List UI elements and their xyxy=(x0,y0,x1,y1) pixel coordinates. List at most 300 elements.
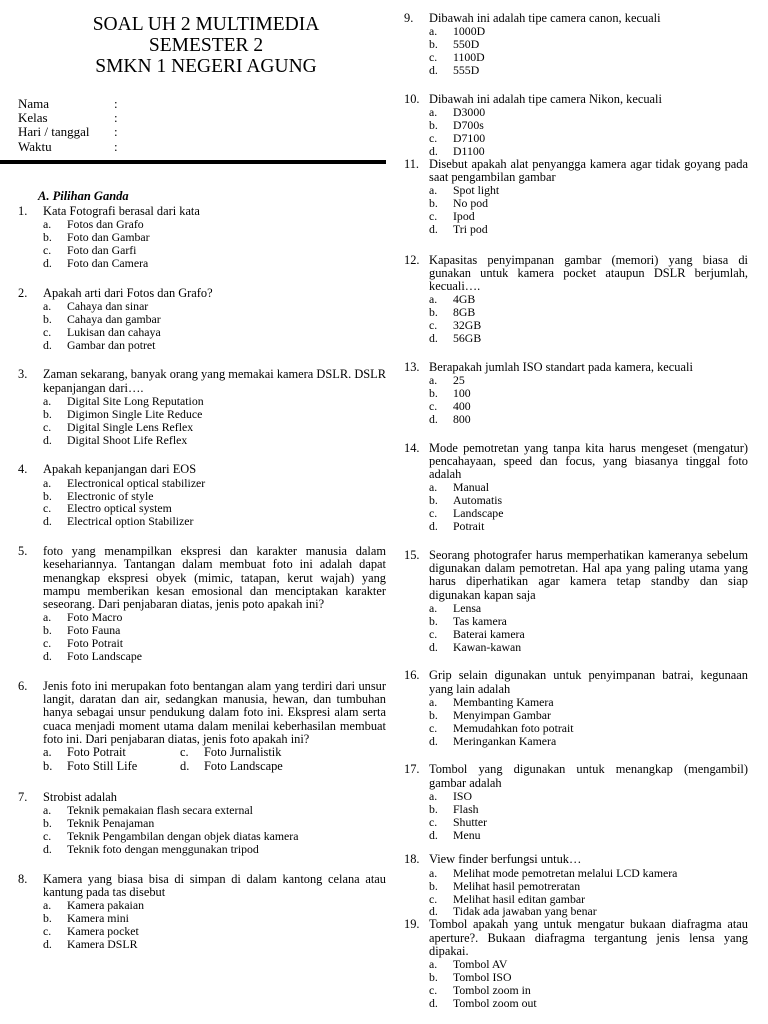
option-letter: c. xyxy=(429,318,438,333)
answer-option[interactable] xyxy=(429,400,748,413)
question-item xyxy=(18,287,386,352)
option-letter: b. xyxy=(43,911,52,926)
section-title: A. Pilihan Ganda xyxy=(38,188,129,203)
answer-option[interactable] xyxy=(43,395,386,408)
field-separator: : xyxy=(114,124,118,140)
option-letter: d. xyxy=(429,62,438,77)
option-letter: b. xyxy=(429,195,438,210)
question-item xyxy=(404,361,748,426)
answer-option[interactable] xyxy=(429,628,748,641)
option-text: Teknik Penajaman xyxy=(67,816,155,831)
answer-option[interactable] xyxy=(43,218,386,231)
question-item xyxy=(18,791,386,856)
option-letter: a. xyxy=(43,393,52,408)
option-letter: a. xyxy=(43,610,52,625)
option-letter: a. xyxy=(43,298,52,313)
right-column xyxy=(404,12,748,1010)
option-letter: a. xyxy=(429,956,438,971)
option-letter: c. xyxy=(43,636,52,651)
option-text: Memudahkan foto potrait xyxy=(453,720,574,735)
option-letter: a. xyxy=(429,694,438,709)
option-text: Potrait xyxy=(453,519,485,534)
option-text: Foto Fauna xyxy=(67,623,121,638)
left-question-list xyxy=(18,205,386,951)
option-text: Manual xyxy=(453,480,490,495)
answer-option[interactable] xyxy=(43,434,386,447)
question-item xyxy=(18,873,386,951)
answer-option[interactable] xyxy=(43,408,386,421)
answer-option[interactable] xyxy=(429,64,748,77)
option-text: Baterai kamera xyxy=(453,626,525,641)
option-letter: b. xyxy=(429,801,438,816)
option-text: Tombol ISO xyxy=(453,969,512,984)
option-text: Electrical option Stabilizer xyxy=(67,514,194,529)
option-letter: b. xyxy=(429,493,438,508)
option-letter: d. xyxy=(429,519,438,534)
answer-option[interactable] xyxy=(429,735,748,748)
option-letter: a. xyxy=(429,600,438,615)
option-list xyxy=(43,611,386,663)
option-text: 100 xyxy=(453,386,471,401)
question-number: 2. xyxy=(18,285,28,300)
option-text: 1100D xyxy=(453,50,485,65)
option-text: Digital Single Lens Reflex xyxy=(67,419,194,434)
option-text: 4GB xyxy=(453,292,476,307)
option-text: Foto Potrait xyxy=(67,636,124,651)
question-number: 12. xyxy=(404,252,420,267)
option-text: Cahaya dan sinar xyxy=(67,298,149,313)
option-letter: a. xyxy=(429,292,438,307)
option-text: Menu xyxy=(453,827,481,842)
option-text: D1100 xyxy=(453,143,485,158)
option-letter: a. xyxy=(429,105,438,120)
option-letter: b. xyxy=(43,623,52,638)
right-question-list xyxy=(404,12,748,1010)
identity-field xyxy=(18,97,386,111)
option-text: Digimon Single Lite Reduce xyxy=(67,406,203,421)
option-letter: a. xyxy=(429,24,438,39)
field-label: Nama xyxy=(18,96,50,111)
option-text: 32GB xyxy=(453,318,482,333)
option-text: Foto dan Gambar xyxy=(67,229,150,244)
option-text: Shutter xyxy=(453,814,488,829)
option-text: Electronical optical stabilizer xyxy=(67,475,206,490)
answer-option[interactable] xyxy=(43,313,386,326)
option-text: Membanting Kamera xyxy=(453,694,554,709)
option-letter: a. xyxy=(429,480,438,495)
question-text: Kamera yang biasa bisa di simpan di dalam kantong celana atau kantung pada tas disebut xyxy=(43,871,386,899)
question-number: 8. xyxy=(18,871,28,886)
question-text: Strobist adalah xyxy=(43,789,117,804)
answer-option[interactable] xyxy=(429,520,748,533)
option-letter: b. xyxy=(429,878,438,893)
answer-option[interactable] xyxy=(429,641,748,654)
field-label: Kelas xyxy=(18,110,48,126)
answer-option[interactable] xyxy=(429,816,748,829)
question-number: 15. xyxy=(404,547,420,562)
answer-option[interactable] xyxy=(429,145,748,158)
option-text: Lukisan dan cahaya xyxy=(67,324,161,339)
answer-option[interactable] xyxy=(43,339,386,352)
option-text: Flash xyxy=(453,801,479,816)
question-item xyxy=(404,763,748,841)
option-letter: d. xyxy=(43,841,52,856)
question-text: Dibawah ini adalah tipe camera Nikon, kecuali xyxy=(429,91,662,106)
option-letter: b. xyxy=(43,229,52,244)
question-text: Dibawah ini adalah tipe camera canon, kecuali xyxy=(429,11,661,25)
option-text: D700s xyxy=(453,117,484,132)
option-list xyxy=(43,300,386,352)
option-letter: c. xyxy=(429,626,438,641)
option-grid xyxy=(43,746,386,774)
option-letter: c. xyxy=(429,208,438,223)
option-letter: c. xyxy=(43,828,52,843)
question-text: Mode pemotretan yang tanpa kita harus mengeset (mengatur) pencahayaan, speed dan focus, yang biasanya tinggal foto adalah xyxy=(429,440,748,482)
option-letter: c. xyxy=(43,419,52,434)
option-text: 25 xyxy=(453,373,465,388)
question-item xyxy=(18,205,386,270)
option-text: Foto Landscape xyxy=(204,758,283,773)
answer-option[interactable] xyxy=(43,231,386,244)
option-letter: b. xyxy=(429,613,438,628)
question-item xyxy=(404,549,748,653)
option-text: Digital Site Long Reputation xyxy=(67,393,204,408)
answer-option[interactable] xyxy=(429,119,748,132)
answer-option[interactable] xyxy=(180,760,283,774)
option-letter: c. xyxy=(180,744,189,759)
option-list xyxy=(429,184,748,236)
option-text: Foto Still Life xyxy=(67,758,138,773)
question-number: 13. xyxy=(404,359,420,374)
answer-option[interactable] xyxy=(43,938,386,951)
option-text: Foto Macro xyxy=(67,610,123,625)
option-letter: c. xyxy=(43,923,52,938)
option-text: 1000D xyxy=(453,24,486,39)
option-letter: c. xyxy=(429,398,438,413)
option-letter: b. xyxy=(429,37,438,52)
option-letter: d. xyxy=(429,827,438,842)
question-item xyxy=(18,545,386,663)
question-text: Apakah arti dari Fotos dan Grafo? xyxy=(43,285,213,300)
option-list xyxy=(43,477,386,529)
answer-option[interactable] xyxy=(43,650,386,663)
option-letter: b. xyxy=(43,758,53,773)
answer-option[interactable] xyxy=(429,971,748,984)
option-text: Gambar dan potret xyxy=(67,337,156,352)
option-letter: c. xyxy=(429,50,438,65)
option-text: Tombol AV xyxy=(453,956,508,971)
answer-option[interactable] xyxy=(429,132,748,145)
question-text: Kata Fotografi berasal dari kata xyxy=(43,203,200,218)
question-text: foto yang menampilkan ekspresi dan karakter manusia dalam kesehariannya. Tantangan dalam membuat foto ini adalah dapat menangkap ekspresi obyek (mimic, tatapan, kerut wajah) yang mampu memberikan kesan emosional dan menciptakan karakter seseorang. Dari penjabaran diatas, jenis poto apakah ini? xyxy=(43,544,386,612)
left-column xyxy=(18,14,386,951)
option-letter: c. xyxy=(43,242,52,257)
answer-option[interactable] xyxy=(429,387,748,400)
option-text: Foto Potrait xyxy=(67,744,126,759)
question-text: Berapakah jumlah ISO standart pada kamera, kecuali xyxy=(429,359,693,374)
option-letter: c. xyxy=(429,982,438,997)
answer-option[interactable] xyxy=(429,223,748,236)
question-item xyxy=(404,853,748,918)
question-item xyxy=(18,463,386,528)
option-letter: d. xyxy=(429,995,438,1010)
option-text: Foto Jurnalistik xyxy=(204,744,282,759)
answer-option[interactable] xyxy=(429,803,748,816)
answer-option[interactable] xyxy=(43,515,386,528)
option-letter: b. xyxy=(429,707,438,722)
option-list xyxy=(43,218,386,270)
answer-option[interactable] xyxy=(43,925,386,938)
option-letter: c. xyxy=(429,814,438,829)
answer-option[interactable] xyxy=(43,257,386,270)
option-letter: b. xyxy=(429,969,438,984)
answer-option[interactable] xyxy=(429,867,748,880)
option-letter: d. xyxy=(429,411,438,426)
option-text: Ipod xyxy=(453,208,475,223)
option-letter: d. xyxy=(429,733,438,748)
option-text: Teknik pemakaian flash secara external xyxy=(67,803,253,818)
title-line: SMKN 1 NEGERI AGUNG xyxy=(95,56,317,77)
option-letter: a. xyxy=(429,373,438,388)
option-letter: a. xyxy=(43,898,52,913)
question-number: 14. xyxy=(404,440,420,455)
option-letter: d. xyxy=(43,337,52,352)
option-text: Spot light xyxy=(453,183,500,198)
answer-option[interactable] xyxy=(429,106,748,119)
identity-field xyxy=(18,111,386,125)
option-text: Foto dan Garfi xyxy=(67,242,137,257)
option-letter: c. xyxy=(43,501,52,516)
option-text: Automatis xyxy=(453,493,503,508)
option-letter: d. xyxy=(43,514,52,529)
option-list xyxy=(429,602,748,654)
question-text: Grip selain digunakan untuk penyimpanan batrai, kegunaan yang lain adalah xyxy=(429,668,748,696)
option-text: Foto dan Camera xyxy=(67,255,149,270)
option-letter: d. xyxy=(43,432,52,447)
option-letter: b. xyxy=(43,406,52,421)
option-text: Teknik Pengambilan dengan objek diatas kamera xyxy=(67,828,299,843)
question-item xyxy=(404,254,748,345)
option-letter: d. xyxy=(429,331,438,346)
question-text: Disebut apakah alat penyangga kamera agar tidak goyang pada saat pengambilan gambar xyxy=(429,156,748,184)
answer-option[interactable] xyxy=(429,709,748,722)
option-text: Menyimpan Gambar xyxy=(453,707,551,722)
option-letter: a. xyxy=(43,744,52,759)
option-letter: c. xyxy=(43,324,52,339)
exam-title xyxy=(18,14,386,77)
question-number: 19. xyxy=(404,917,420,932)
question-text: Tombol yang digunakan untuk menangkap (mengambil) gambar adalah xyxy=(429,762,748,790)
question-number: 1. xyxy=(18,203,28,218)
answer-option[interactable] xyxy=(43,830,386,843)
option-text: D3000 xyxy=(453,105,486,120)
answer-option[interactable] xyxy=(429,997,748,1010)
answer-option[interactable] xyxy=(43,300,386,313)
option-text: Cahaya dan gambar xyxy=(67,311,161,326)
option-letter: a. xyxy=(43,803,52,818)
identity-field xyxy=(18,125,386,139)
identity-field xyxy=(18,140,386,154)
option-text: Tas kamera xyxy=(453,613,507,628)
answer-option[interactable] xyxy=(429,958,748,971)
option-text: Kamera pakaian xyxy=(67,898,144,913)
answer-option[interactable] xyxy=(429,602,748,615)
option-text: Melihat mode pemotretan melalui LCD kamera xyxy=(453,865,678,880)
option-text: Meringankan Kamera xyxy=(453,733,557,748)
option-letter: d. xyxy=(43,255,52,270)
answer-option[interactable] xyxy=(43,817,386,830)
option-letter: b. xyxy=(429,386,438,401)
option-list xyxy=(429,374,748,426)
question-item xyxy=(404,12,748,77)
option-text: 56GB xyxy=(453,331,482,346)
option-text: 550D xyxy=(453,37,480,52)
option-letter: c. xyxy=(429,720,438,735)
option-list xyxy=(429,696,748,748)
question-number: 10. xyxy=(404,91,420,106)
answer-option[interactable] xyxy=(43,244,386,257)
option-letter: d. xyxy=(429,143,438,158)
answer-option[interactable] xyxy=(429,722,748,735)
option-text: Tidak ada jawaban yang benar xyxy=(453,904,597,919)
question-text: Jenis foto ini merupakan foto bentangan alam yang terdiri dari unsur langit, daratan dan air, sedangkan manusia, hewan, dan tumbuhan hanya sebagai unsur pendukung dalam foto ini. Ekspresi alam serta cuaca menjadi moment utama dalam menilai keberhasilan membuat foto ini. Dari penjabaran diatas, jenis foto apakah ini? xyxy=(43,678,386,746)
option-letter: b. xyxy=(43,488,52,503)
header-divider xyxy=(0,160,386,164)
option-letter: d. xyxy=(429,221,438,236)
answer-option[interactable] xyxy=(429,829,748,842)
answer-option[interactable] xyxy=(43,760,137,774)
option-list xyxy=(43,899,386,951)
option-text: Kamera mini xyxy=(67,911,129,926)
answer-option[interactable] xyxy=(429,374,748,387)
option-letter: c. xyxy=(429,891,438,906)
answer-option[interactable] xyxy=(429,615,748,628)
option-letter: a. xyxy=(429,865,438,880)
answer-option[interactable] xyxy=(180,746,281,760)
option-text: Kamera pocket xyxy=(67,923,139,938)
option-letter: a. xyxy=(429,183,438,198)
option-list xyxy=(429,293,748,345)
question-text: Tombol apakah yang untuk mengatur bukaan diafragma atau aperture?. Bukaan diafragma tergantung jenis lensa yang dipakai. xyxy=(429,917,748,958)
option-letter: c. xyxy=(429,506,438,521)
field-label: Hari / tanggal xyxy=(18,124,90,140)
question-number: 4. xyxy=(18,462,28,477)
question-number: 17. xyxy=(404,762,420,777)
option-text: Tri pod xyxy=(453,221,488,236)
question-text: View finder berfungsi untuk… xyxy=(429,852,582,867)
answer-option[interactable] xyxy=(429,413,748,426)
option-text: Digital Shoot Life Reflex xyxy=(67,432,188,447)
answer-option[interactable] xyxy=(43,746,126,760)
question-text: Seorang photografer harus memperhatikan kameranya sebelum digunakan dalam pemotretan. Hal apa yang paling utama yang harus diperhatikan agar kamera tetap standby dan siap digunakan kapan saja xyxy=(429,547,748,602)
question-number: 6. xyxy=(18,678,28,693)
option-text: Landscape xyxy=(453,506,504,521)
option-text: 8GB xyxy=(453,305,476,320)
answer-option[interactable] xyxy=(429,790,748,803)
question-item xyxy=(404,918,748,1009)
field-separator: : xyxy=(114,110,118,126)
answer-option[interactable] xyxy=(429,984,748,997)
answer-option[interactable] xyxy=(429,880,748,893)
question-number: 18. xyxy=(404,852,420,867)
option-text: Tombol zoom in xyxy=(453,982,531,997)
question-item xyxy=(18,680,386,774)
identity-fields xyxy=(18,97,386,154)
option-letter: b. xyxy=(43,816,52,831)
question-item xyxy=(404,93,748,158)
option-list xyxy=(429,867,748,919)
option-text: Fotos dan Grafo xyxy=(67,216,144,231)
option-text: ISO xyxy=(453,788,473,803)
answer-option[interactable] xyxy=(429,210,748,223)
answer-option[interactable] xyxy=(429,332,748,345)
question-number: 16. xyxy=(404,668,420,683)
question-item xyxy=(404,158,748,236)
answer-option[interactable] xyxy=(43,477,386,490)
option-letter: d. xyxy=(429,904,438,919)
answer-option[interactable] xyxy=(43,843,386,856)
option-text: 400 xyxy=(453,398,471,413)
title-line: SOAL UH 2 MULTIMEDIA xyxy=(92,14,320,35)
question-number: 3. xyxy=(18,367,28,382)
answer-option[interactable] xyxy=(429,696,748,709)
option-text: 555D xyxy=(453,62,480,77)
option-text: D7100 xyxy=(453,130,486,145)
option-text: Kamera DSLR xyxy=(67,936,138,951)
answer-option[interactable] xyxy=(43,326,386,339)
option-letter: c. xyxy=(429,130,438,145)
field-separator: : xyxy=(114,96,118,111)
option-text: Electro optical system xyxy=(67,501,172,516)
option-letter: a. xyxy=(429,788,438,803)
option-letter: d. xyxy=(43,936,52,951)
option-letter: b. xyxy=(43,311,52,326)
field-label: Waktu xyxy=(18,138,52,154)
option-list xyxy=(429,958,748,1010)
answer-option[interactable] xyxy=(429,293,748,306)
option-letter: b. xyxy=(429,117,438,132)
option-letter: b. xyxy=(429,305,438,320)
question-item xyxy=(404,442,748,533)
option-text: Tombol zoom out xyxy=(453,995,537,1010)
option-list xyxy=(43,804,386,856)
option-list xyxy=(429,25,748,77)
option-text: Lensa xyxy=(453,600,482,615)
option-list xyxy=(429,481,748,533)
option-letter: d. xyxy=(429,639,438,654)
question-text: Apakah kepanjangan dari EOS xyxy=(43,462,197,477)
question-item xyxy=(18,368,386,446)
option-letter: d. xyxy=(43,649,52,663)
question-text: Zaman sekarang, banyak orang yang memakai kamera DSLR. DSLR kepanjangan dari…. xyxy=(43,367,386,395)
option-letter: a. xyxy=(43,475,52,490)
option-text: 800 xyxy=(453,411,471,426)
answer-option[interactable] xyxy=(43,421,386,434)
question-number: 11. xyxy=(404,156,420,171)
answer-option[interactable] xyxy=(429,51,748,64)
question-number: 5. xyxy=(18,544,28,559)
option-text: Melihat hasil pemotreratan xyxy=(453,878,581,893)
option-text: No pod xyxy=(453,195,489,210)
option-letter: a. xyxy=(43,216,52,231)
option-text: Foto Landscape xyxy=(67,649,143,663)
question-item xyxy=(404,669,748,747)
option-list xyxy=(43,395,386,447)
option-list xyxy=(429,790,748,842)
answer-option[interactable] xyxy=(429,197,748,210)
question-text: Kapasitas penyimpanan gambar (memori) yang biasa di gunakan untuk kamera pocket ataupun DSLR berjumlah, kecuali…. xyxy=(429,252,748,294)
option-text: Kawan-kawan xyxy=(453,639,522,654)
